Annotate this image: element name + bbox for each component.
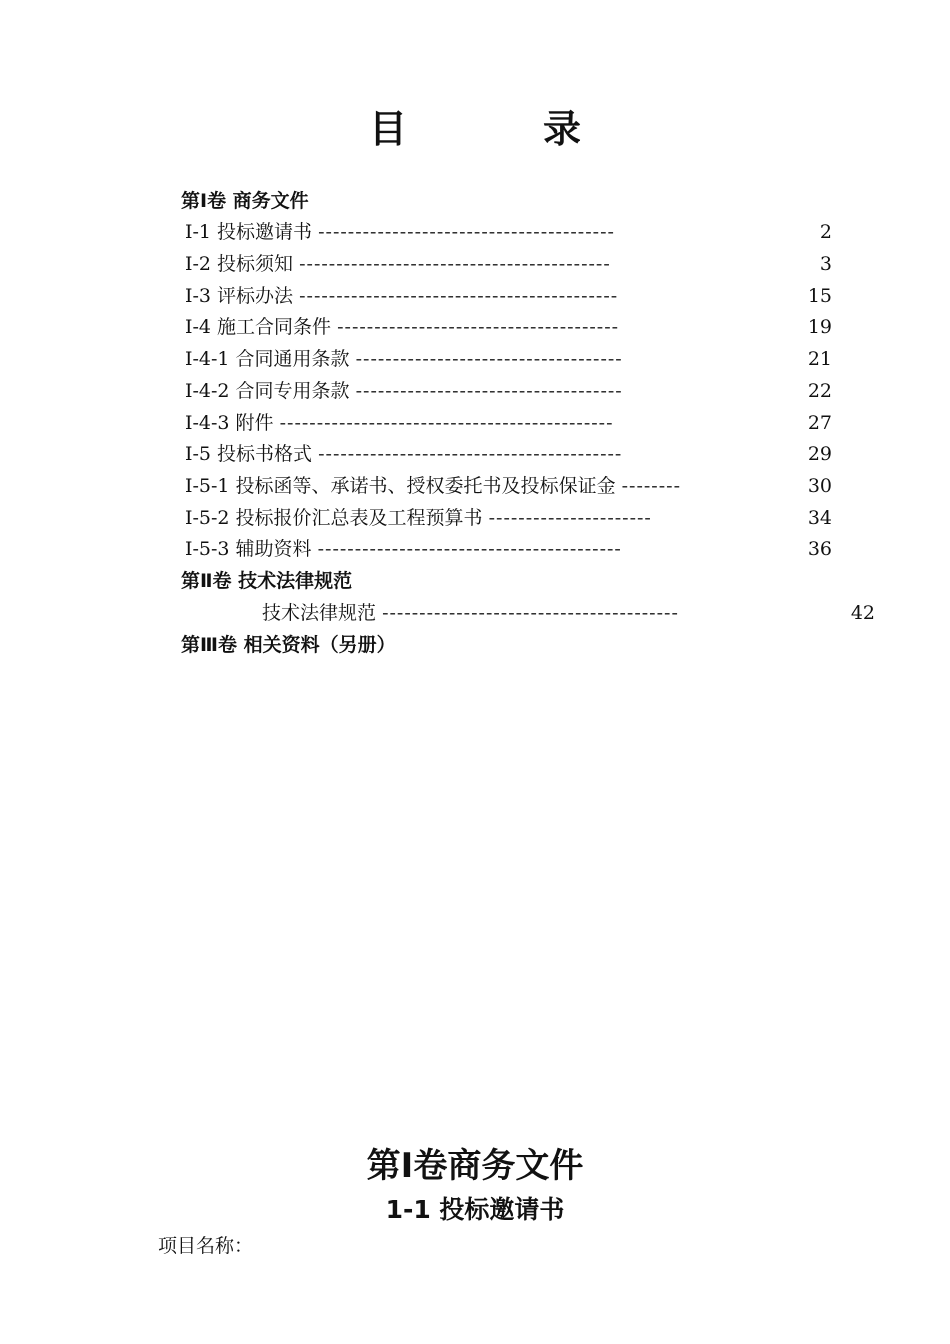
toc-entry[interactable] xyxy=(185,505,652,531)
toc-entry-page: 29 xyxy=(807,443,832,465)
toc-entry-page: 3 xyxy=(819,253,832,275)
toc-entry[interactable] xyxy=(185,251,611,277)
toc-entry-label: Ⅰ-3 评标办法 xyxy=(185,285,294,307)
toc-entry-page: 36 xyxy=(807,538,832,560)
toc-entry-label: Ⅰ-5-2 投标报价汇总表及工程预算书 xyxy=(185,507,483,529)
toc-entry-leader: ----------------------------------------- xyxy=(318,443,623,465)
toc-title xyxy=(0,98,950,153)
toc-entry-page: 22 xyxy=(807,380,832,402)
toc-entry-label: Ⅰ-4 施工合同条件 xyxy=(185,316,332,338)
volume-3-heading: 第Ⅲ卷 相关资料（另册） xyxy=(181,634,396,656)
toc-entry-page: 27 xyxy=(807,412,832,434)
section-heading: 第Ⅰ卷商务文件 xyxy=(366,1146,584,1186)
toc-entry[interactable] xyxy=(185,346,623,372)
toc-entry-label: 技术法律规范 xyxy=(262,602,377,624)
toc-entry[interactable] xyxy=(185,378,623,404)
toc-entry-technical[interactable] xyxy=(262,600,679,626)
toc-entry-leader: ---------------------------------------- xyxy=(382,602,679,624)
toc-entry-leader: ------------------------------------------- xyxy=(299,285,619,307)
toc-entry[interactable] xyxy=(185,473,681,499)
toc-entry-leader: --------------------------------------------- xyxy=(279,412,614,434)
toc-entry-page: 15 xyxy=(807,285,832,307)
toc-entry-leader: ----------------------------------------- xyxy=(317,538,622,560)
toc-entry-page: 34 xyxy=(807,507,832,529)
toc-entry-page: 42 xyxy=(850,602,875,624)
toc-entry-leader: ------------------------------------ xyxy=(355,348,623,370)
toc-entry-page: 21 xyxy=(807,348,832,370)
toc-entry-label: Ⅰ-5-1 投标函等、承诺书、授权委托书及投标保证金 xyxy=(185,475,616,497)
toc-entry-leader: ---------------------- xyxy=(488,507,652,529)
toc-entry[interactable] xyxy=(185,219,615,245)
section-subheading: 1-1 投标邀请书 xyxy=(385,1195,565,1224)
toc-entry-page: 2 xyxy=(819,221,832,243)
toc-entry-page: 19 xyxy=(807,316,832,338)
toc-entry[interactable] xyxy=(185,536,622,562)
toc-entry[interactable] xyxy=(185,314,619,340)
project-name-label: 项目名称： xyxy=(158,1235,254,1257)
volume-2-heading: 第Ⅱ卷 技术法律规范 xyxy=(181,570,353,592)
toc-title-right: 录 xyxy=(543,107,582,151)
toc-entry[interactable] xyxy=(185,283,618,309)
toc-entry-label: Ⅰ-4-3 附件 xyxy=(185,412,274,434)
volume-1-heading: 第Ⅰ卷 商务文件 xyxy=(181,190,309,212)
toc-entry-label: Ⅰ-1 投标邀请书 xyxy=(185,221,313,243)
toc-entry-leader: ------------------------------------------ xyxy=(299,253,611,275)
toc-entry-label: Ⅰ-4-1 合同通用条款 xyxy=(185,348,350,370)
toc-title-left: 目 xyxy=(368,107,407,151)
toc-entry[interactable] xyxy=(185,410,614,436)
toc-entry-leader: ------------------------------------ xyxy=(355,380,623,402)
toc-entry-leader: ---------------------------------------- xyxy=(318,221,615,243)
toc-entry-label: Ⅰ-5-3 辅助资料 xyxy=(185,538,312,560)
toc-entry-leader: -------------------------------------- xyxy=(337,316,620,338)
toc-entry-leader: -------- xyxy=(621,475,681,497)
toc-entry-label: Ⅰ-2 投标须知 xyxy=(185,253,294,275)
toc-entry-label: Ⅰ-5 投标书格式 xyxy=(185,443,313,465)
toc-entry-label: Ⅰ-4-2 合同专用条款 xyxy=(185,380,350,402)
toc-entry-page: 30 xyxy=(807,475,832,497)
toc-entry[interactable] xyxy=(185,441,622,467)
